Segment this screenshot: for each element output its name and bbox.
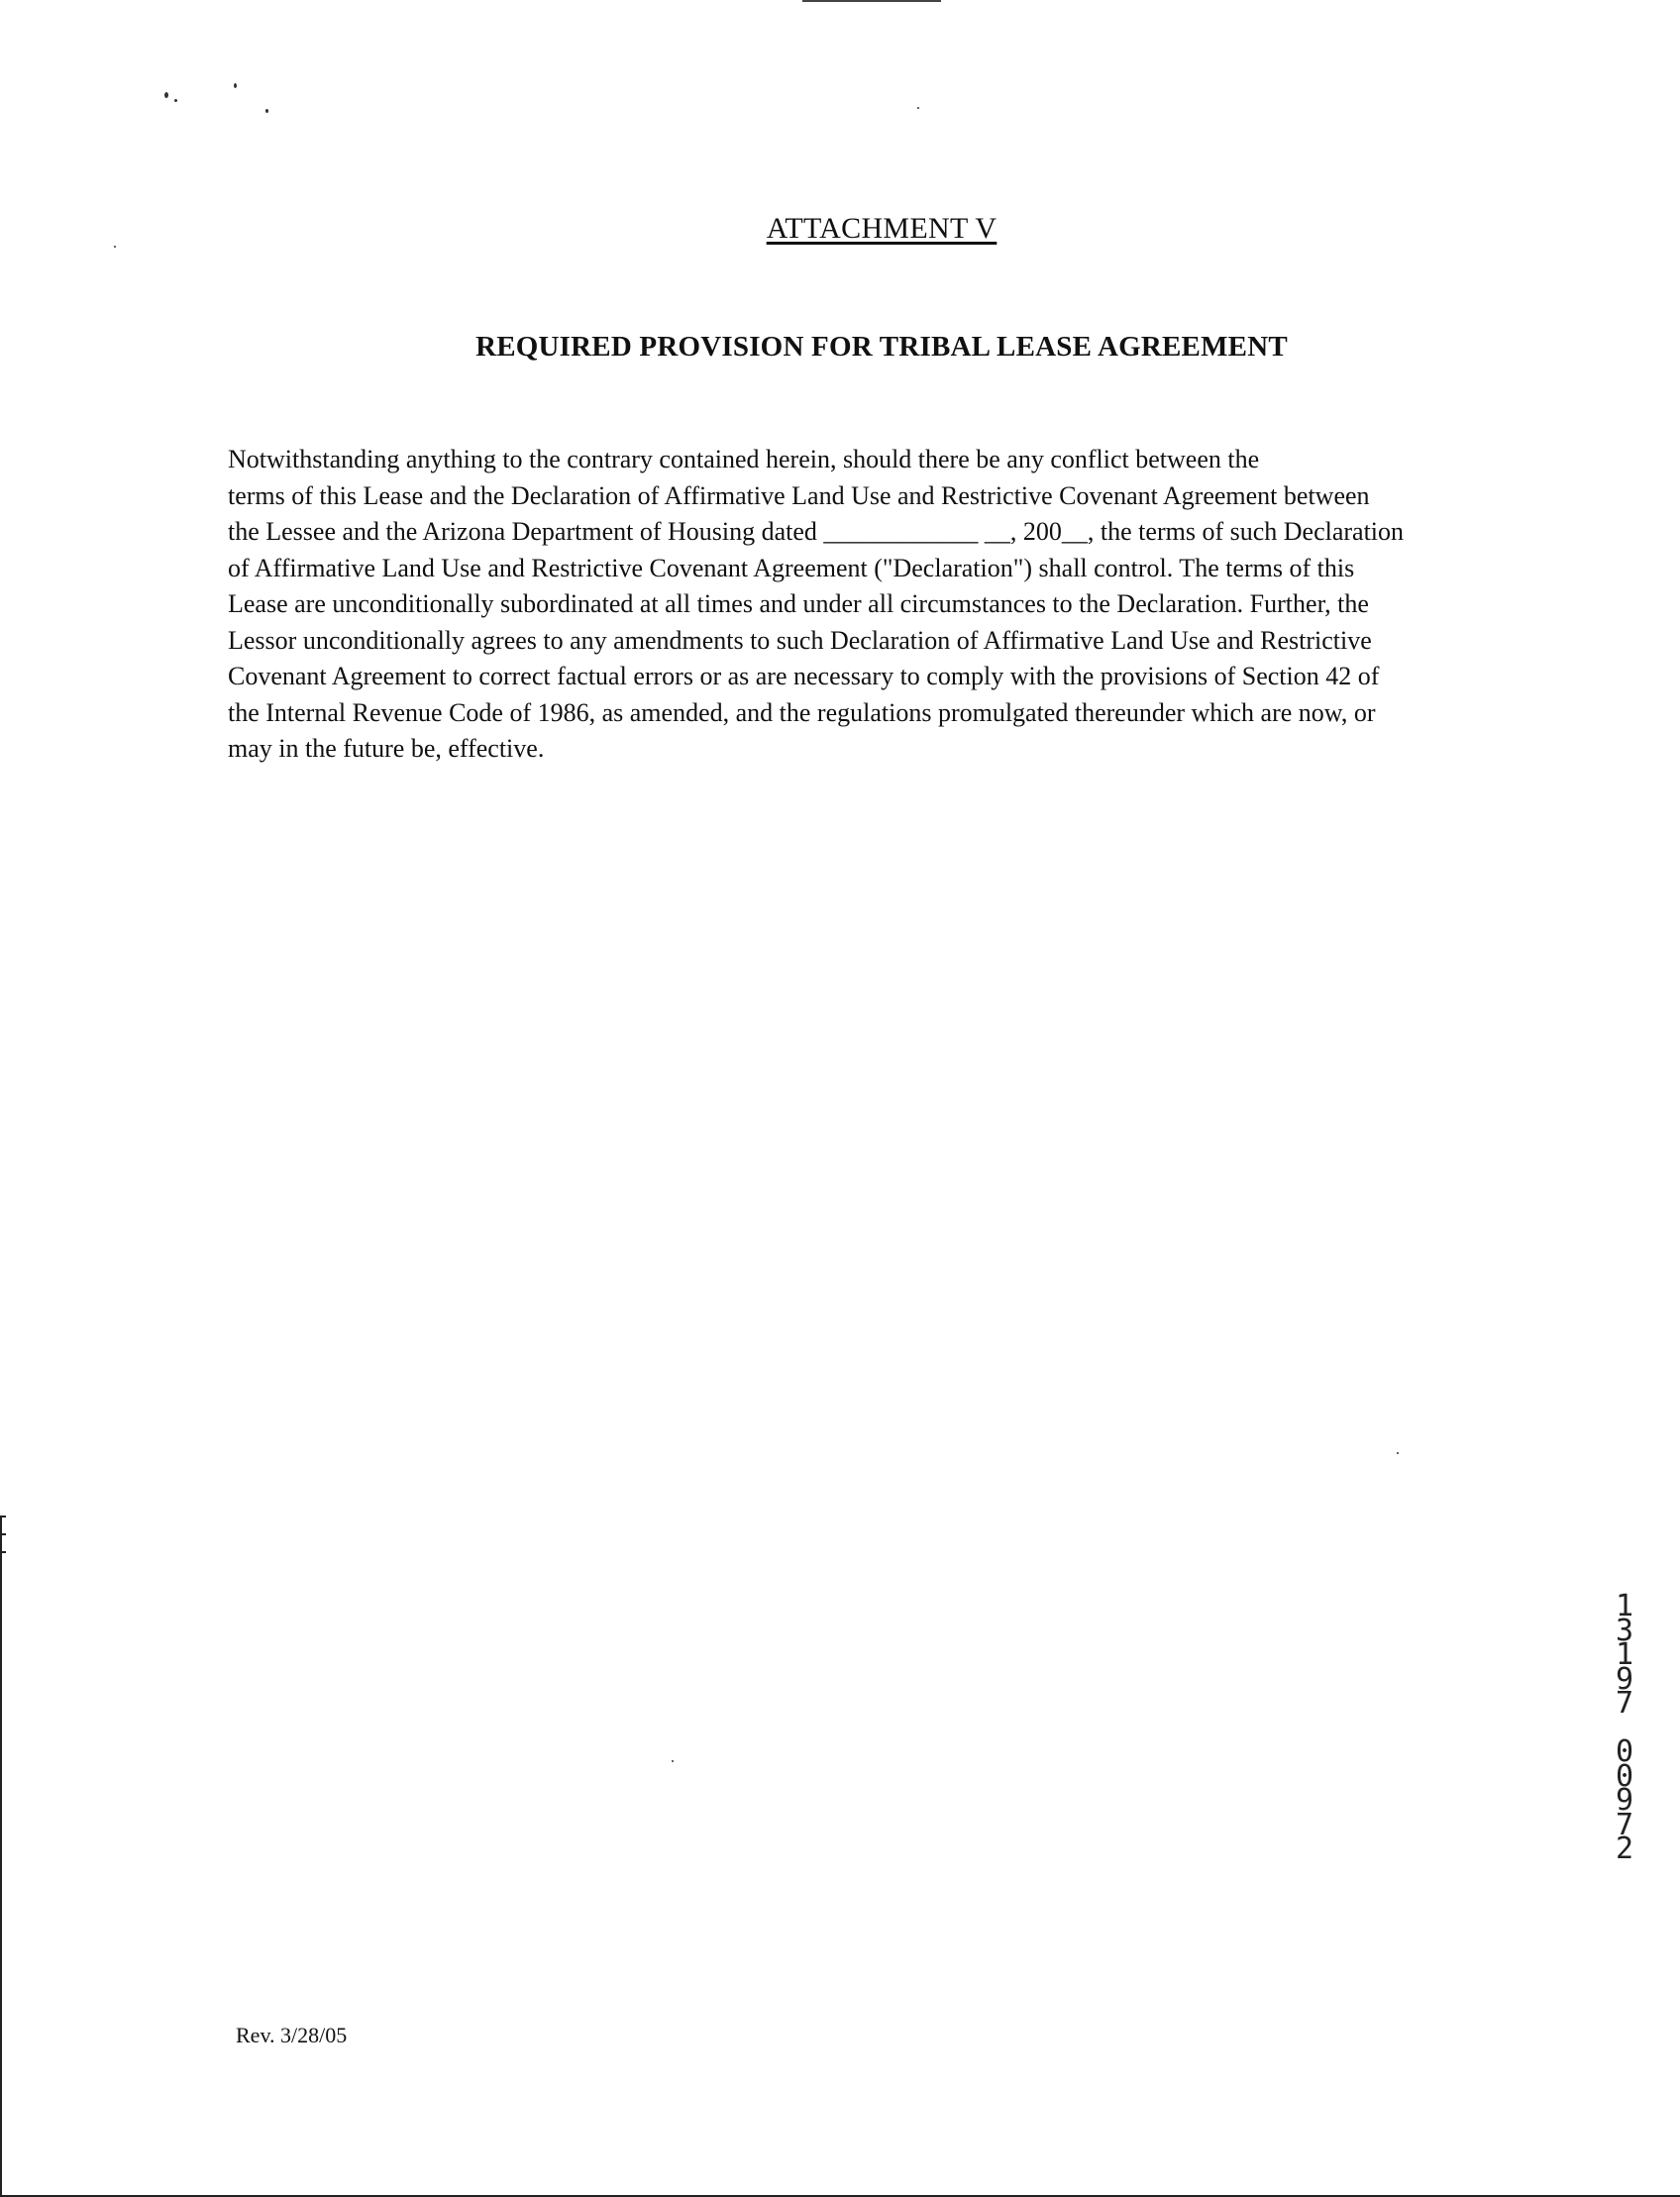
scan-speck	[1397, 1452, 1399, 1454]
scan-speck	[234, 83, 237, 88]
document-number-stamp: 1 3 1 9 7 0 0 9 7 2	[1615, 1589, 1634, 1866]
scan-speck	[265, 109, 268, 113]
scan-speck	[174, 99, 177, 102]
scan-mark-top	[802, 0, 941, 2]
scan-tick	[0, 1551, 6, 1553]
scan-speck	[114, 246, 116, 248]
provision-paragraph: Notwithstanding anything to the contrary contained herein, should there be any conflict between the terms of this Lease and the Declaration of Affirmative Land Use and Restrictive Covenant Agreement between the Lessee and the Arizona Department of Housing dated ____________ __, 200__, the terms of such Declaration of Affirmative Land Use and Restrictive Covenant Agreement ("Declaration") shall control. The terms of this Lease are unconditionally subordinated at all times and under all circumstances to the Declaration. Further, the Lessor unconditionally agrees to any amendments to such Declaration of Affirmative Land Use and Restrictive Covenant Agreement to correct factual errors or as are necessary to comply with the provisions of Section 42 of the Internal Revenue Code of 1986, as amended, and the regulations promulgated thereunder which are now, or may in the future be, effective.	[228, 445, 1405, 763]
scan-speck	[164, 92, 168, 98]
document-heading: REQUIRED PROVISION FOR TRIBAL LEASE AGREEMENT	[475, 331, 1288, 363]
attachment-title: ATTACHMENT V	[766, 212, 998, 245]
scan-speck	[917, 107, 919, 109]
scan-edge-left	[0, 1516, 2, 2197]
scan-tick	[0, 1533, 6, 1535]
scan-tick	[0, 1516, 6, 1517]
revision-note: Rev. 3/28/05	[236, 2023, 348, 2047]
scan-speck	[672, 1760, 674, 1762]
